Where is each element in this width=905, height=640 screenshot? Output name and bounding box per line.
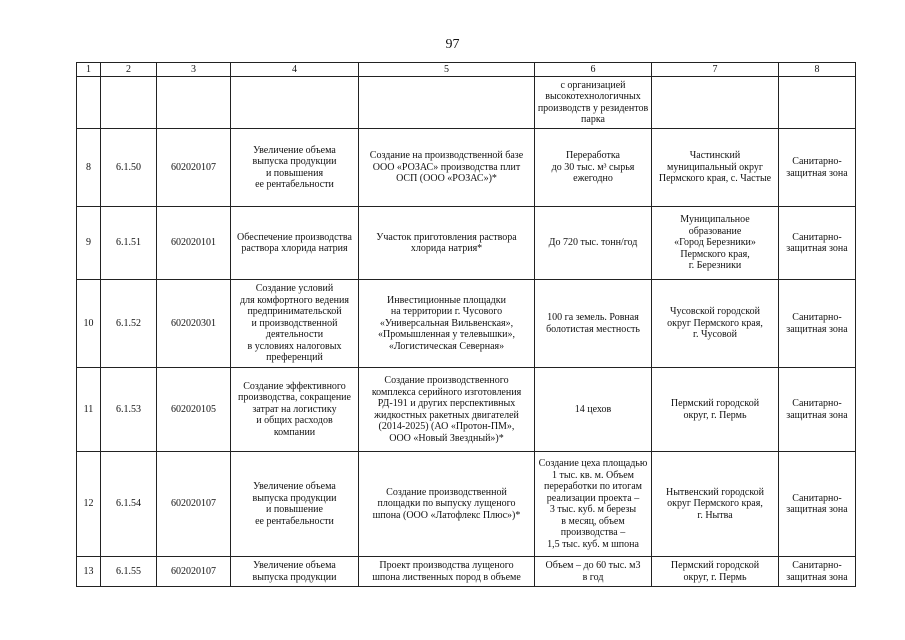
row-number: 9 [77, 207, 101, 280]
item-code: 6.1.53 [101, 368, 157, 452]
location-cell: Пермский городской округ, г. Пермь [652, 368, 779, 452]
goal-cell: Создание эффективного производства, сокращение затрат на логистику и общих расходов компании [231, 368, 359, 452]
item-code: 6.1.55 [101, 557, 157, 587]
row-number: 12 [77, 452, 101, 557]
classifier-code: 602020105 [157, 368, 231, 452]
table-header-row [77, 63, 856, 77]
row-number: 8 [77, 129, 101, 207]
project-cell: Инвестиционные площадки на территории г. Чусового «Универсальная Вильвенская», «Промышленная у телевышки», «Логистическая Северная» [359, 280, 535, 368]
header-cell: 3 [157, 63, 231, 77]
classifier-code [157, 77, 231, 129]
header-cell: 2 [101, 63, 157, 77]
classifier-code: 602020107 [157, 452, 231, 557]
project-cell: Проект производства лущеного шпона лиственных пород в объеме [359, 557, 535, 587]
zone-cell: Санитарно- защитная зона [779, 129, 856, 207]
project-cell: Создание производственного комплекса серийного изготовления РД-191 и других перспективных жидкостных ракетных двигателей (2014-2025) (АО «Протон-ПМ», ООО «Новый Звездный»)* [359, 368, 535, 452]
location-cell: Муниципальное образование «Город Березники» Пермского края, г. Березники [652, 207, 779, 280]
row-number: 11 [77, 368, 101, 452]
header-cell: 7 [652, 63, 779, 77]
item-code: 6.1.54 [101, 452, 157, 557]
location-cell [652, 77, 779, 129]
row-number [77, 77, 101, 129]
zone-cell: Санитарно- защитная зона [779, 207, 856, 280]
classifier-code: 602020107 [157, 557, 231, 587]
project-cell: Создание на производственной базе ООО «РОЗАС» производства плит ОСП (ООО «РОЗАС»)* [359, 129, 535, 207]
location-cell: Нытвенский городской округ Пермского края, г. Нытва [652, 452, 779, 557]
page-number: 97 [445, 37, 460, 52]
zone-cell: Санитарно- защитная зона [779, 557, 856, 587]
classifier-code: 602020101 [157, 207, 231, 280]
location-cell: Чусовской городской округ Пермского края, г. Чусовой [652, 280, 779, 368]
capacity-cell: Создание цеха площадью 1 тыс. кв. м. Объем переработки по итогам реализации проекта – 3 тыс. куб. м березы в месяц, объем производства – 1,5 тыс. куб. м шпона [535, 452, 652, 557]
goal-cell: Обеспечение производства раствора хлорида натрия [231, 207, 359, 280]
goal-cell: Увеличение объема выпуска продукции [231, 557, 359, 587]
goal-cell: Увеличение объема выпуска продукции и повышение ее рентабельности [231, 452, 359, 557]
table-row [77, 280, 856, 368]
capacity-cell: с организацией высокотехнологичных производств у резидентов парка [535, 77, 652, 129]
zone-cell: Санитарно- защитная зона [779, 368, 856, 452]
table-row [77, 452, 856, 557]
header-cell: 6 [535, 63, 652, 77]
table-row [77, 77, 856, 129]
goal-cell [231, 77, 359, 129]
item-code: 6.1.50 [101, 129, 157, 207]
capacity-cell: До 720 тыс. тонн/год [535, 207, 652, 280]
document-table [76, 62, 856, 587]
zone-cell: Санитарно- защитная зона [779, 452, 856, 557]
location-cell: Пермский городской округ, г. Пермь [652, 557, 779, 587]
header-cell: 4 [231, 63, 359, 77]
table-row [77, 557, 856, 587]
project-cell: Создание производственной площадки по выпуску лущеного шпона (ООО «Латофлекс Плюс»)* [359, 452, 535, 557]
row-number: 13 [77, 557, 101, 587]
item-code [101, 77, 157, 129]
location-cell: Частинский муниципальный округ Пермского края, с. Частые [652, 129, 779, 207]
row-number: 10 [77, 280, 101, 368]
capacity-cell: 100 га земель. Ровная болотистая местность [535, 280, 652, 368]
zone-cell [779, 77, 856, 129]
header-cell: 8 [779, 63, 856, 77]
header-cell: 5 [359, 63, 535, 77]
classifier-code: 602020107 [157, 129, 231, 207]
goal-cell: Увеличение объема выпуска продукции и повышения ее рентабельности [231, 129, 359, 207]
table-row [77, 368, 856, 452]
item-code: 6.1.52 [101, 280, 157, 368]
classifier-code: 602020301 [157, 280, 231, 368]
capacity-cell: Объем – до 60 тыс. м3 в год [535, 557, 652, 587]
goal-cell: Создание условий для комфортного ведения предпринимательской и производственной деятельности в условиях налоговых преференций [231, 280, 359, 368]
item-code: 6.1.51 [101, 207, 157, 280]
table-row [77, 207, 856, 280]
capacity-cell: 14 цехов [535, 368, 652, 452]
zone-cell: Санитарно- защитная зона [779, 280, 856, 368]
header-cell: 1 [77, 63, 101, 77]
project-cell: Участок приготовления раствора хлорида натрия* [359, 207, 535, 280]
table-row [77, 129, 856, 207]
capacity-cell: Переработка до 30 тыс. м³ сырья ежегодно [535, 129, 652, 207]
project-cell [359, 77, 535, 129]
